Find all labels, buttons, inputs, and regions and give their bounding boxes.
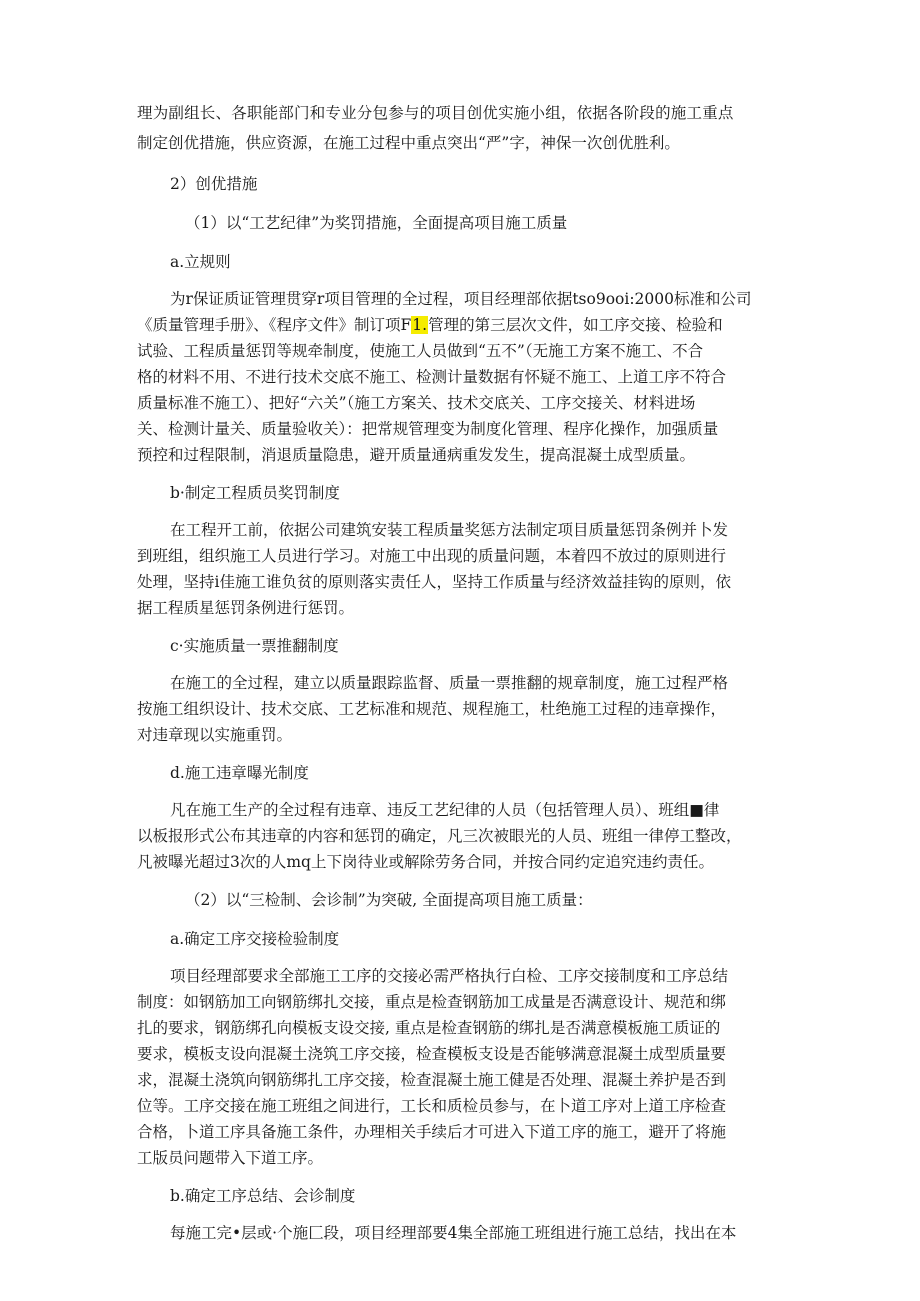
item-heading: a.立规则 xyxy=(170,253,231,271)
body-line: 每施工完•层或·个施匚段，项目经理部要4集全部施工班组进行施工总结，找出在本 xyxy=(170,1224,737,1242)
body-line: 工版员问题带入下道工序。 xyxy=(137,1149,324,1167)
body-line: 项目经理部要求全部施工工序的交接必需严格执行白检、工序交接制度和工序总结 xyxy=(170,967,729,985)
body-line: 制度：如钢筋加工向钢筋绑扎交接，重点是检查钢筋加工成量是否满意设计、规范和绑 xyxy=(137,993,727,1011)
body-line: 理为副组长、各职能部门和专业分包参与的项目创优实施小组，依据各阶段的施工重点 xyxy=(137,104,734,122)
body-text: 《质量管理手册》、《程序文件》制订项F xyxy=(137,316,412,334)
body-line: 质量标准不施工）、把好“六关”（施工方案关、技术交底关、工序交接关、材料进场 xyxy=(137,394,696,412)
body-line: 要求，模板支设向混凝土浇筑工序交接，检查模板支设是否能够满意混凝土成型质量要 xyxy=(137,1045,727,1063)
item-heading: c·实施质量一票推翻制度 xyxy=(170,637,339,655)
body-line: 以板报形式公布其违章的内容和惩罚的确定，凡三次被眼光的人员、班组一律停工整改， xyxy=(137,827,742,845)
subsection-heading: （1）以“工艺纪律”为奖罚措施，全面提高项目施工质量 xyxy=(185,214,568,232)
body-line: 为r保证质证管理贯穿r项目管理的全过程，项目经理部依据tso9ooi:2000标准和公司 xyxy=(170,290,752,308)
body-line: 位等。工序交接在施工班组之间进行，工长和质检员参与，在卜道工序对上道工序检查 xyxy=(137,1097,727,1115)
subsection-heading: （2）以“三检制、会诊制”为突破, 全面提高项目施工质量： xyxy=(185,891,593,909)
body-line: 扎的要求，钢筋绑孔向模板支设交接, 重点是检查钢筋的绑扎是否满意模板施工质证的 xyxy=(137,1019,721,1037)
body-line: 按施工组织设计、技术交底、工艺标准和规范、规程施工，杜绝施工过程的违章操作， xyxy=(137,700,727,718)
body-line xyxy=(137,313,723,337)
body-line: 据工程质星惩罚条例进行惩罚。 xyxy=(137,599,355,617)
item-heading: b·制定工程质员奖罚制度 xyxy=(170,484,340,502)
body-line: 凡被曝光超过3次的人mq上下岗待业或解除劳务合同，并按合同约定追究违约责任。 xyxy=(137,853,714,871)
item-heading: d.施工违章曝光制度 xyxy=(170,764,309,782)
body-line: 对违章现以实施重罚。 xyxy=(137,726,293,744)
body-line: 试验、工程质量惩罚等规牵制度，使施工人员做到“五不”（无施工方案不施工、不合 xyxy=(137,342,704,360)
body-line: 处理，坚持i佳施工谁负贫的原则落实责任人，坚持工作质量与经济效益挂钩的原则，依 xyxy=(137,573,731,591)
body-line: 关、检测计量关、质量验收关）：把常规管理变为制度化管理、程序化操作，加强质量 xyxy=(137,420,719,438)
body-line: 制定创优措施，供应资源，在施工过程中重点突出“严”字，神保一次创优胜利。 xyxy=(137,134,680,152)
body-line: 合格，卜道工序具备施工条件，办理相关手续后才可进入下道工序的施工，避开了将施 xyxy=(137,1123,727,1141)
body-line: 在工程开工前，依据公司建筑安装工程质量奖惩方法制定项目质量惩罚条例并卜发 xyxy=(170,521,729,539)
body-line: 格的材料不用、不进行技术交底不施工、检测计量数据有怀疑不施工、上道工序不符合 xyxy=(137,368,727,386)
body-line: 求，混凝土浇筑向钢筋绑扎工序交接，检查混凝土施工健是否处理、混凝土养护是否到 xyxy=(137,1071,727,1089)
highlighted-text: 1. xyxy=(412,316,428,334)
body-line: 在施工的全过程，建立以质量跟踪监督、质量一票推翻的规章制度，施工过程严格 xyxy=(170,674,729,692)
body-line: 到班组，组织施工人员进行学习。对施工中出现的质量问题，本着四不放过的原则进行 xyxy=(137,547,727,565)
item-heading: a.确定工序交接检验制度 xyxy=(170,930,340,948)
item-heading: b.确定工序总结、会诊制度 xyxy=(170,1187,356,1205)
body-text: 管理的第三层次文件，如工序交接、检验和 xyxy=(428,316,723,334)
body-line: 凡在施工生产的全过程有违章、违反工艺纪律的人员（包括管理人员）、班组■律 xyxy=(170,801,720,819)
body-line: 预控和过程限制，消退质量隐患，避开质量通病重发发生，提高混凝土成型质量。 xyxy=(137,446,696,464)
section-heading: 2）创优措施 xyxy=(170,175,258,193)
